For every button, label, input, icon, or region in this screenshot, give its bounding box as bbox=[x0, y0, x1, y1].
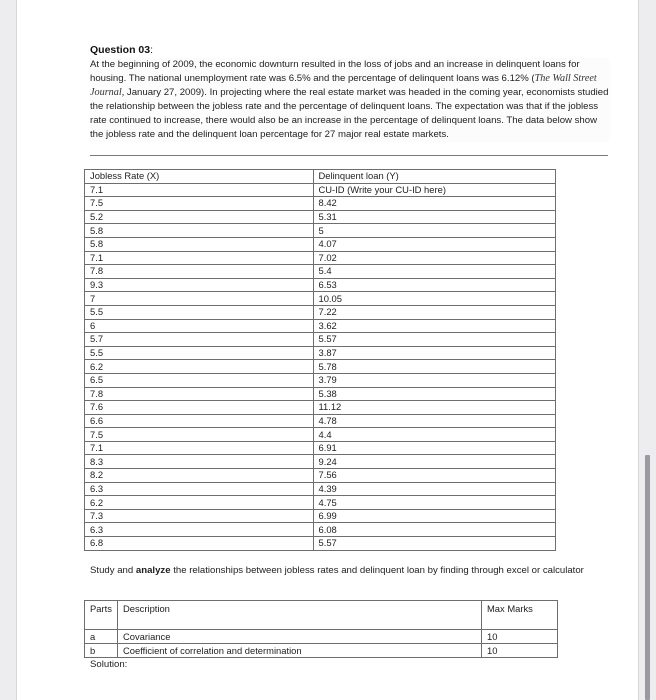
header-description: Description bbox=[118, 601, 482, 630]
delinquent-loan-cell: 6.91 bbox=[313, 441, 556, 455]
jobless-rate-cell: 7.1 bbox=[85, 441, 314, 455]
delinquent-loan-cell: 6.99 bbox=[313, 509, 556, 523]
table-row bbox=[85, 197, 556, 211]
delinquent-loan-cell: 6.08 bbox=[313, 523, 556, 537]
jobless-rate-cell: 6.5 bbox=[85, 373, 314, 387]
jobless-rate-cell: 6 bbox=[85, 319, 314, 333]
table-row bbox=[85, 373, 556, 387]
jobless-rate-cell: 7.5 bbox=[85, 197, 314, 211]
table-row bbox=[85, 265, 556, 279]
jobless-rate-cell: 6.3 bbox=[85, 482, 314, 496]
delinquent-loan-cell: 5.38 bbox=[313, 387, 556, 401]
question-title-colon: : bbox=[150, 44, 154, 56]
jobless-rate-cell: 5.2 bbox=[85, 210, 314, 224]
delinquent-loan-cell: 4.39 bbox=[313, 482, 556, 496]
marks-row bbox=[85, 630, 558, 644]
instructions-part-1: Study and bbox=[90, 565, 136, 576]
delinquent-loan-cell: 7.02 bbox=[313, 251, 556, 265]
question-title bbox=[90, 44, 153, 56]
jobless-rate-cell: 9.3 bbox=[85, 278, 314, 292]
delinquent-loan-cell: 3.79 bbox=[313, 373, 556, 387]
delinquent-loan-cell: 5.57 bbox=[313, 333, 556, 347]
table-row bbox=[85, 469, 556, 483]
part-max-marks: 10 bbox=[482, 644, 558, 658]
jobless-rate-cell: 6.2 bbox=[85, 360, 314, 374]
jobless-rate-cell: 5.8 bbox=[85, 224, 314, 238]
part-description: Covariance bbox=[118, 630, 482, 644]
delinquent-loan-cell: 9.24 bbox=[313, 455, 556, 469]
delinquent-loan-cell: 5 bbox=[313, 224, 556, 238]
delinquent-loan-cell: 4.78 bbox=[313, 414, 556, 428]
table-row bbox=[85, 537, 556, 551]
paragraph-text-1: At the beginning of 2009, the economic downturn resulted in the loss of jobs and an increase in delinquent loans for housing. The national unemployment rate was 6.5% and the percentage of delinquent loans was 6.12% ( bbox=[90, 59, 580, 84]
delinquent-loan-cell: 5.31 bbox=[313, 210, 556, 224]
table-row bbox=[85, 346, 556, 360]
delinquent-loan-cell: 4.4 bbox=[313, 428, 556, 442]
table-row bbox=[85, 523, 556, 537]
delinquent-loan-cell: 11.12 bbox=[313, 401, 556, 415]
table-row bbox=[85, 401, 556, 415]
header-parts-text: Parts bbox=[90, 603, 112, 614]
table-row bbox=[85, 414, 556, 428]
table-row bbox=[85, 278, 556, 292]
delinquent-loan-cell: 3.62 bbox=[313, 319, 556, 333]
instructions-bold: analyze bbox=[135, 565, 171, 576]
jobless-rate-cell: 7.6 bbox=[85, 401, 314, 415]
jobless-rate-cell: 8.2 bbox=[85, 469, 314, 483]
jobless-rate-cell: 7.8 bbox=[85, 265, 314, 279]
jobless-rate-cell: 7.8 bbox=[85, 387, 314, 401]
delinquent-loan-cell: 7.22 bbox=[313, 305, 556, 319]
jobless-rate-cell: 5.5 bbox=[85, 305, 314, 319]
part-label: b bbox=[85, 644, 118, 658]
cu-id-cell[interactable]: CU-ID (Write your CU-ID here) bbox=[313, 183, 556, 197]
table-row bbox=[85, 482, 556, 496]
solution-label: Solution: bbox=[90, 659, 128, 670]
table-row bbox=[85, 387, 556, 401]
table-row bbox=[85, 509, 556, 523]
part-label: a bbox=[85, 630, 118, 644]
jobless-rate-cell: 7.5 bbox=[85, 428, 314, 442]
delinquent-loan-cell: 5.4 bbox=[313, 265, 556, 279]
jobless-rate-cell: 7 bbox=[85, 292, 314, 306]
jobless-rate-cell: 5.7 bbox=[85, 333, 314, 347]
table-row bbox=[85, 333, 556, 347]
table-row bbox=[85, 210, 556, 224]
jobless-rate-cell: 7.1 bbox=[85, 251, 314, 265]
instructions-part-2: the relationships between jobless rates and delinquent loan by finding through excel or calculator bbox=[170, 565, 584, 576]
marks-table bbox=[84, 600, 558, 658]
jobless-rate-cell: 7.3 bbox=[85, 509, 314, 523]
delinquent-loan-cell: 5.57 bbox=[313, 537, 556, 551]
delinquent-loan-cell: 3.87 bbox=[313, 346, 556, 360]
marks-row bbox=[85, 644, 558, 658]
delinquent-loan-cell: 7.56 bbox=[313, 469, 556, 483]
delinquent-loan-cell: 8.42 bbox=[313, 197, 556, 211]
table-row bbox=[85, 496, 556, 510]
jobless-rate-cell: 6.8 bbox=[85, 537, 314, 551]
delinquent-loan-cell: 10.05 bbox=[313, 292, 556, 306]
table-row bbox=[85, 292, 556, 306]
table-row bbox=[85, 441, 556, 455]
table-row bbox=[85, 319, 556, 333]
delinquent-loan-cell: 5.78 bbox=[313, 360, 556, 374]
table-row bbox=[85, 360, 556, 374]
instructions-text bbox=[90, 563, 590, 578]
paragraph-underline bbox=[90, 155, 608, 156]
part-max-marks: 10 bbox=[482, 630, 558, 644]
table-row bbox=[85, 251, 556, 265]
paragraph-text-2: January 27, 2009). In projecting where the real estate market was headed in the coming year, economists studied the relationship between the jobless rate and the percentage of delinquent loans. The expectation was that if the jobless rate continued to increase, there would also be an increase in the percentage of delinquent loans. The data below show the jobless rate and the delinquent loan percentage for 27 major real estate markets. bbox=[90, 87, 609, 140]
header-jobless-rate: Jobless Rate (X) bbox=[85, 170, 314, 184]
delinquent-loan-cell: 4.07 bbox=[313, 237, 556, 251]
jobless-rate-cell: 6.2 bbox=[85, 496, 314, 510]
source-citation: The Wall Street Journal, bbox=[90, 73, 597, 98]
table-row bbox=[85, 455, 556, 469]
table-row bbox=[85, 305, 556, 319]
jobless-rate-cell: 5.5 bbox=[85, 346, 314, 360]
jobless-rate-cell: 8.3 bbox=[85, 455, 314, 469]
header-delinquent-loan: Delinquent loan (Y) bbox=[313, 170, 556, 184]
table-row bbox=[85, 183, 556, 197]
marks-header-row bbox=[85, 601, 558, 630]
jobless-rate-cell: 6.6 bbox=[85, 414, 314, 428]
delinquent-loan-cell: 4.75 bbox=[313, 496, 556, 510]
data-table bbox=[84, 169, 556, 551]
vertical-scrollbar-thumb[interactable] bbox=[645, 455, 650, 700]
jobless-rate-cell: 7.1 bbox=[85, 183, 314, 197]
delinquent-loan-cell: 6.53 bbox=[313, 278, 556, 292]
question-title-text: Question 03 bbox=[90, 44, 151, 56]
header-parts bbox=[85, 601, 118, 630]
table-row bbox=[85, 237, 556, 251]
part-description: Coefficient of correlation and determination bbox=[118, 644, 482, 658]
question-paragraph bbox=[90, 58, 610, 142]
table-header-row bbox=[85, 170, 556, 184]
header-max-marks: Max Marks bbox=[482, 601, 558, 630]
table-row bbox=[85, 224, 556, 238]
jobless-rate-cell: 5.8 bbox=[85, 237, 314, 251]
jobless-rate-cell: 6.3 bbox=[85, 523, 314, 537]
table-row bbox=[85, 428, 556, 442]
